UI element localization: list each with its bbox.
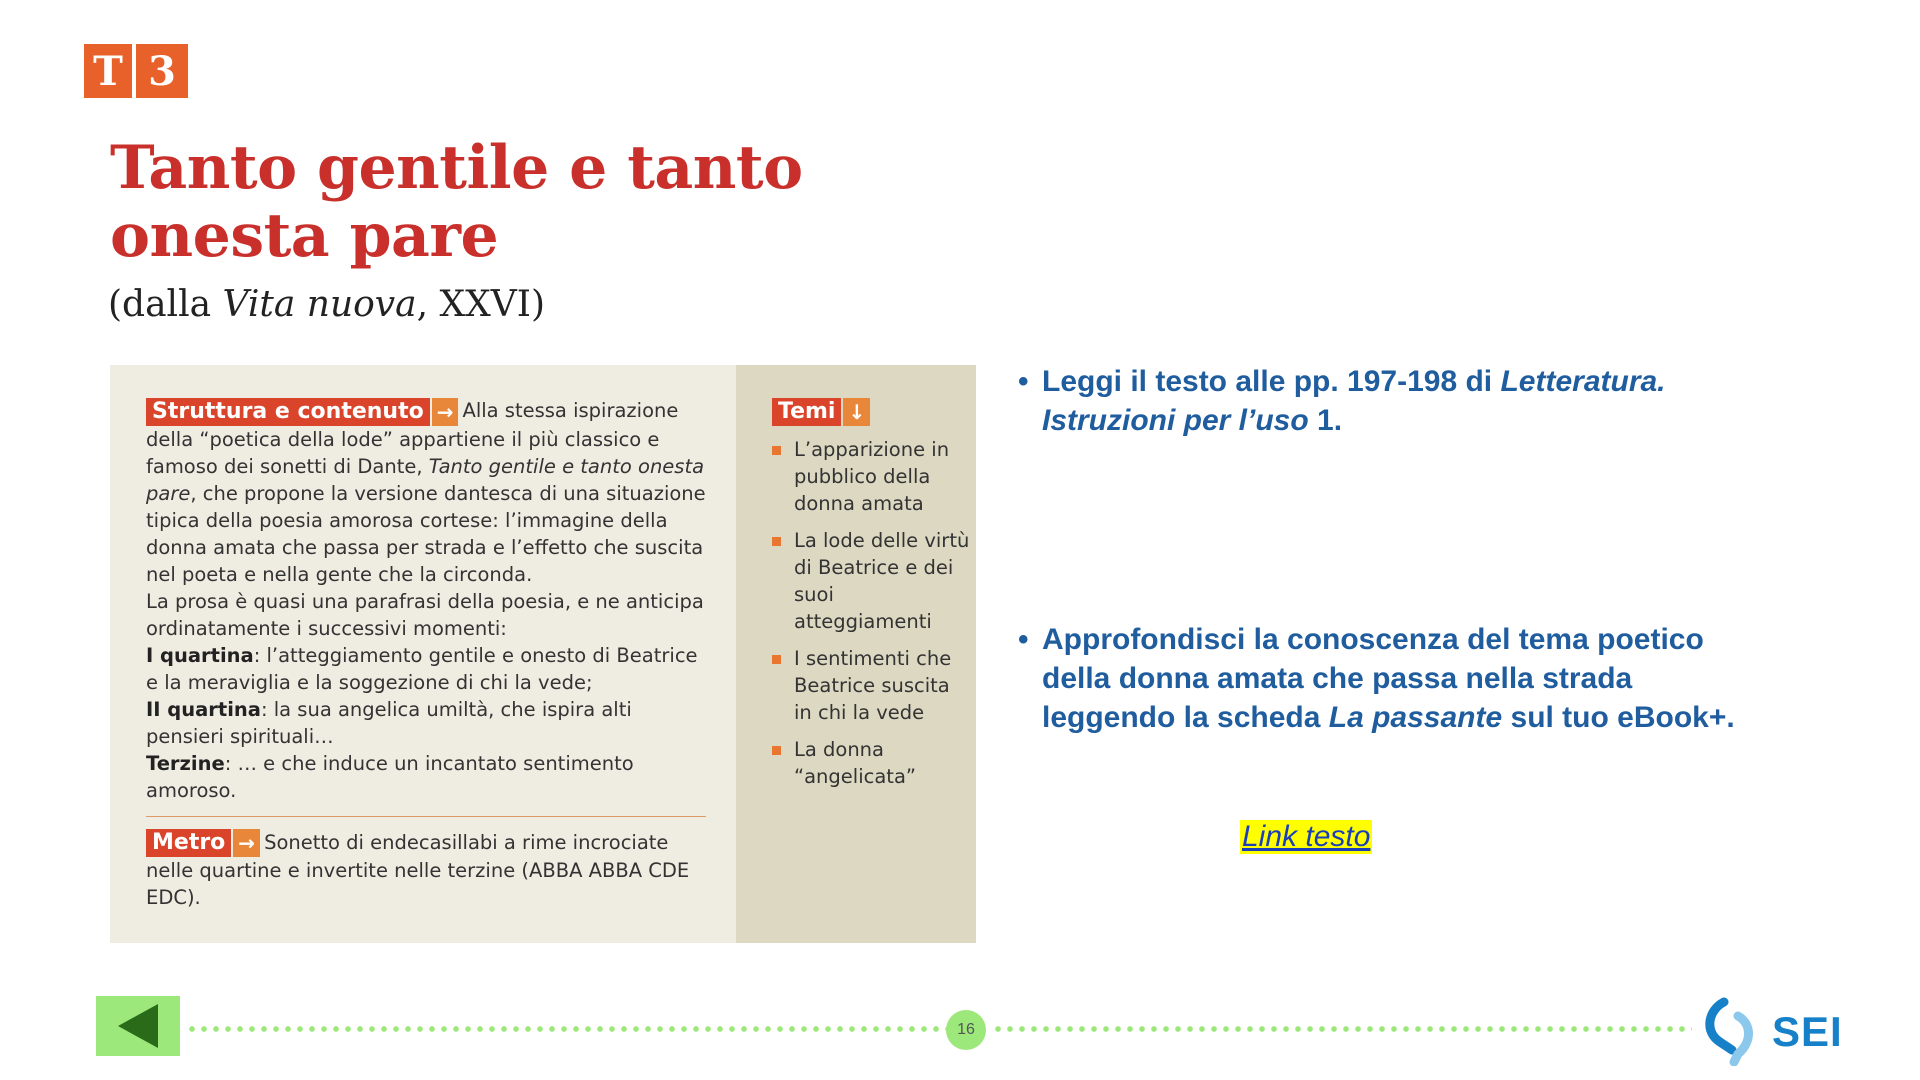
badge-letter: T [84,44,132,98]
struttura-paragraph: Struttura e contenuto → Alla stessa ispirazione della “poetica della lode” appartiene il più classico e famoso dei sonetti di Dante, Tanto gentile e tanto onesta pare, che propone la versione dantesca di una situazione tipica della poesia amorosa cortese: l’immagine della donna amata che passa per strada e l’effetto che suscita nel poeta e nella gente che la circonda. [146,398,706,586]
list-item: La donna “angelicata” [772,736,972,790]
quartina-1: I quartina: l’atteggiamento gentile e onesto di Beatrice e la meraviglia e la soggezione di chi la vede; [146,643,698,694]
quartina-2: II quartina: la sua angelica umiltà, che ispira alti pensieri spirituali… [146,697,632,748]
work-title: Vita nuova [222,284,417,325]
terzine: Terzine: … e che induce un incantato sentimento amoroso. [146,751,634,802]
struttura-tag: Struttura e contenuto → [146,398,458,426]
badge-number: 3 [136,44,188,98]
arrow-right-icon: → [233,829,260,857]
logo-text: SEI [1772,1008,1843,1055]
page-number: 16 [946,1010,986,1050]
struttura-column [146,397,714,911]
page-subtitle: (dalla Vita nuova, XXVI) [108,284,546,325]
progress-dots-left [186,1026,950,1032]
bullet-deepen: • Approfondisci la conoscenza del tema poetico della donna amata che passa nella strada leggendo la scheda La passante sul tuo eBook+. [1018,620,1762,737]
bullet-read-text: • Leggi il testo alle pp. 197-198 di Letteratura. Istruzioni per l’uso 1. [1018,362,1762,440]
struttura-paragraph-2: La prosa è quasi una parafrasi della poesia, e ne anticipa ordinatamente i successivi momenti: [146,589,704,640]
divider [146,816,706,817]
back-arrow-button[interactable] [96,996,180,1056]
sei-logo [1694,996,1844,1066]
textbook-excerpt-card [110,365,976,943]
progress-dots-right [992,1026,1692,1032]
list-item: La lode delle virtù di Beatrice e dei suoi atteggiamenti [772,527,972,635]
temi-tag: Temi ↓ [772,398,870,426]
sei-logo-icon [1694,996,1764,1066]
page-title: Tanto gentile e tanto onesta pare [110,133,803,271]
metro-paragraph: Metro → Sonetto di endecasillabi a rime incrociate nelle quartine e invertite nelle terzine (ABBA ABBA CDE EDC). [146,830,690,909]
list-item: I sentimenti che Beatrice suscita in chi la vede [772,645,972,726]
link-testo[interactable]: Link testo [1242,820,1371,853]
temi-list [772,436,972,790]
arrow-right-icon: → [432,398,459,426]
temi-column [772,397,972,800]
section-badge [84,44,188,98]
arrow-down-icon: ↓ [843,398,870,426]
metro-tag: Metro → [146,829,260,857]
list-item: L’apparizione in pubblico della donna amata [772,436,972,517]
